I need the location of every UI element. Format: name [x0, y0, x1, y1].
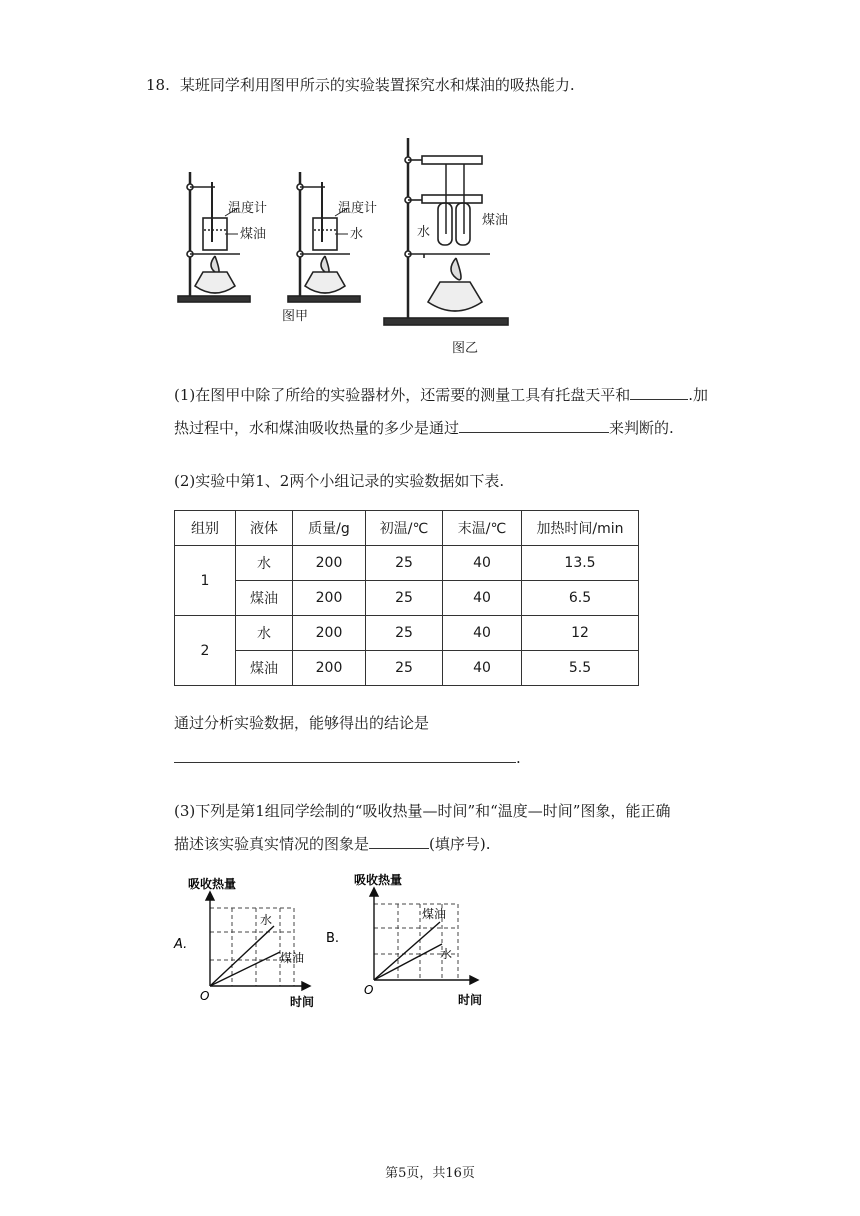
graph-a-origin: O: [200, 989, 210, 1003]
part2-conclusion-line: [174, 748, 521, 767]
part1-text-c: 热过程中，水和煤油吸收热量的多少是通过: [174, 419, 460, 437]
table-row: [175, 616, 639, 651]
cell-liquid: 水: [236, 616, 293, 651]
label-thermometer-2: 温度计: [338, 201, 378, 216]
question-stem: [146, 74, 575, 95]
graph-a-lower-label: 煤油: [280, 951, 305, 965]
label-water-3: 水: [417, 225, 431, 240]
cell-liquid: 煤油: [236, 651, 293, 686]
graph-a-line-upper: [210, 926, 274, 986]
cell-initial-temp: 25: [366, 651, 443, 686]
graph-a: [172, 874, 330, 1014]
caption-jia: 图甲: [282, 309, 309, 324]
setup-comparison: [384, 138, 508, 325]
graph-b-xlabel: 时间: [458, 993, 483, 1007]
part3-line2: [174, 833, 491, 854]
page-footer: 第5页，共16页: [385, 1166, 475, 1181]
header-mass: 质量/g: [293, 511, 366, 546]
graph-b-ylabel: 吸收热量: [354, 873, 403, 887]
cell-final-temp: 40: [443, 651, 522, 686]
table-row: [175, 651, 639, 686]
table-header-row: [175, 511, 639, 546]
part2-intro: (2)实验中第1、2两个小组记录的实验数据如下表.: [174, 472, 505, 490]
data-table: [174, 510, 639, 686]
graph-b-upper-label: 煤油: [422, 907, 447, 921]
part1-text-a: (1)在图甲中除了所给的实验器材外，还需要的测量工具有托盘天平和: [174, 386, 631, 404]
cell-final-temp: 40: [443, 616, 522, 651]
caption-yi: 图乙: [452, 341, 479, 356]
arrow-up-icon: [206, 892, 214, 900]
table-row: [175, 581, 639, 616]
part1-line1: [174, 384, 708, 405]
cell-heating-time: 5.5: [522, 651, 639, 686]
graph-a-upper-label: 水: [260, 913, 273, 927]
part1-text-b: .加: [688, 386, 709, 404]
question-text: 某班同学利用图甲所示的实验装置探究水和煤油的吸热能力.: [179, 76, 575, 94]
graph-a-xlabel: 时间: [290, 995, 315, 1009]
label-thermometer-1: 温度计: [228, 201, 268, 216]
blank-conclusion[interactable]: [174, 748, 516, 763]
part3-line1: (3)下列是第1组同学绘制的“吸收热量—时间”和“温度—时间”图象，能正确: [174, 802, 671, 820]
option-b-label: B.: [326, 931, 340, 946]
cell-mass: 200: [293, 651, 366, 686]
cell-heating-time: 6.5: [522, 581, 639, 616]
part3-text-b: (填序号).: [429, 835, 491, 853]
blank-measuring-tool[interactable]: [630, 385, 688, 400]
label-kerosene-3: 煤油: [482, 213, 509, 228]
cell-mass: 200: [293, 616, 366, 651]
cell-heating-time: 12: [522, 616, 639, 651]
blank-graph-choice[interactable]: [369, 834, 429, 849]
part3-text-a: 描述该实验真实情况的图象是: [174, 835, 370, 853]
part2-end-mark: .: [516, 749, 521, 767]
apparatus-figure: [170, 130, 510, 362]
label-water-2: 水: [350, 227, 364, 242]
arrow-right-icon: [470, 976, 478, 984]
cell-mass: 200: [293, 546, 366, 581]
cell-initial-temp: 25: [366, 546, 443, 581]
graph-a-line-lower: [210, 952, 280, 986]
header-final-temp: 末温/℃: [443, 511, 522, 546]
arrow-right-icon: [302, 982, 310, 990]
graph-b-lower-label: 水: [440, 947, 453, 961]
graph-b-origin: O: [364, 983, 374, 997]
part2-conclusion-prompt: 通过分析实验数据，能够得出的结论是: [174, 714, 430, 732]
cell-group: 1: [175, 546, 236, 616]
header-heating-time: 加热时间/min: [522, 511, 639, 546]
header-initial-temp: 初温/℃: [366, 511, 443, 546]
graph-b: [322, 870, 492, 1012]
option-a-label: A.: [174, 937, 188, 952]
cell-initial-temp: 25: [366, 616, 443, 651]
cell-final-temp: 40: [443, 546, 522, 581]
header-group: 组别: [175, 511, 236, 546]
cell-liquid: 水: [236, 546, 293, 581]
cell-initial-temp: 25: [366, 581, 443, 616]
arrow-up-icon: [370, 888, 378, 896]
label-kerosene-1: 煤油: [240, 227, 267, 242]
cell-final-temp: 40: [443, 581, 522, 616]
part1-line2: [174, 417, 674, 438]
cell-group: 2: [175, 616, 236, 686]
cell-mass: 200: [293, 581, 366, 616]
cell-heating-time: 13.5: [522, 546, 639, 581]
blank-heat-judgement[interactable]: [459, 418, 609, 433]
graph-a-ylabel: 吸收热量: [188, 877, 237, 891]
part1-text-d: 来判断的.: [609, 419, 674, 437]
table-row: [175, 546, 639, 581]
question-number: 18.: [146, 76, 170, 94]
cell-liquid: 煤油: [236, 581, 293, 616]
header-liquid: 液体: [236, 511, 293, 546]
